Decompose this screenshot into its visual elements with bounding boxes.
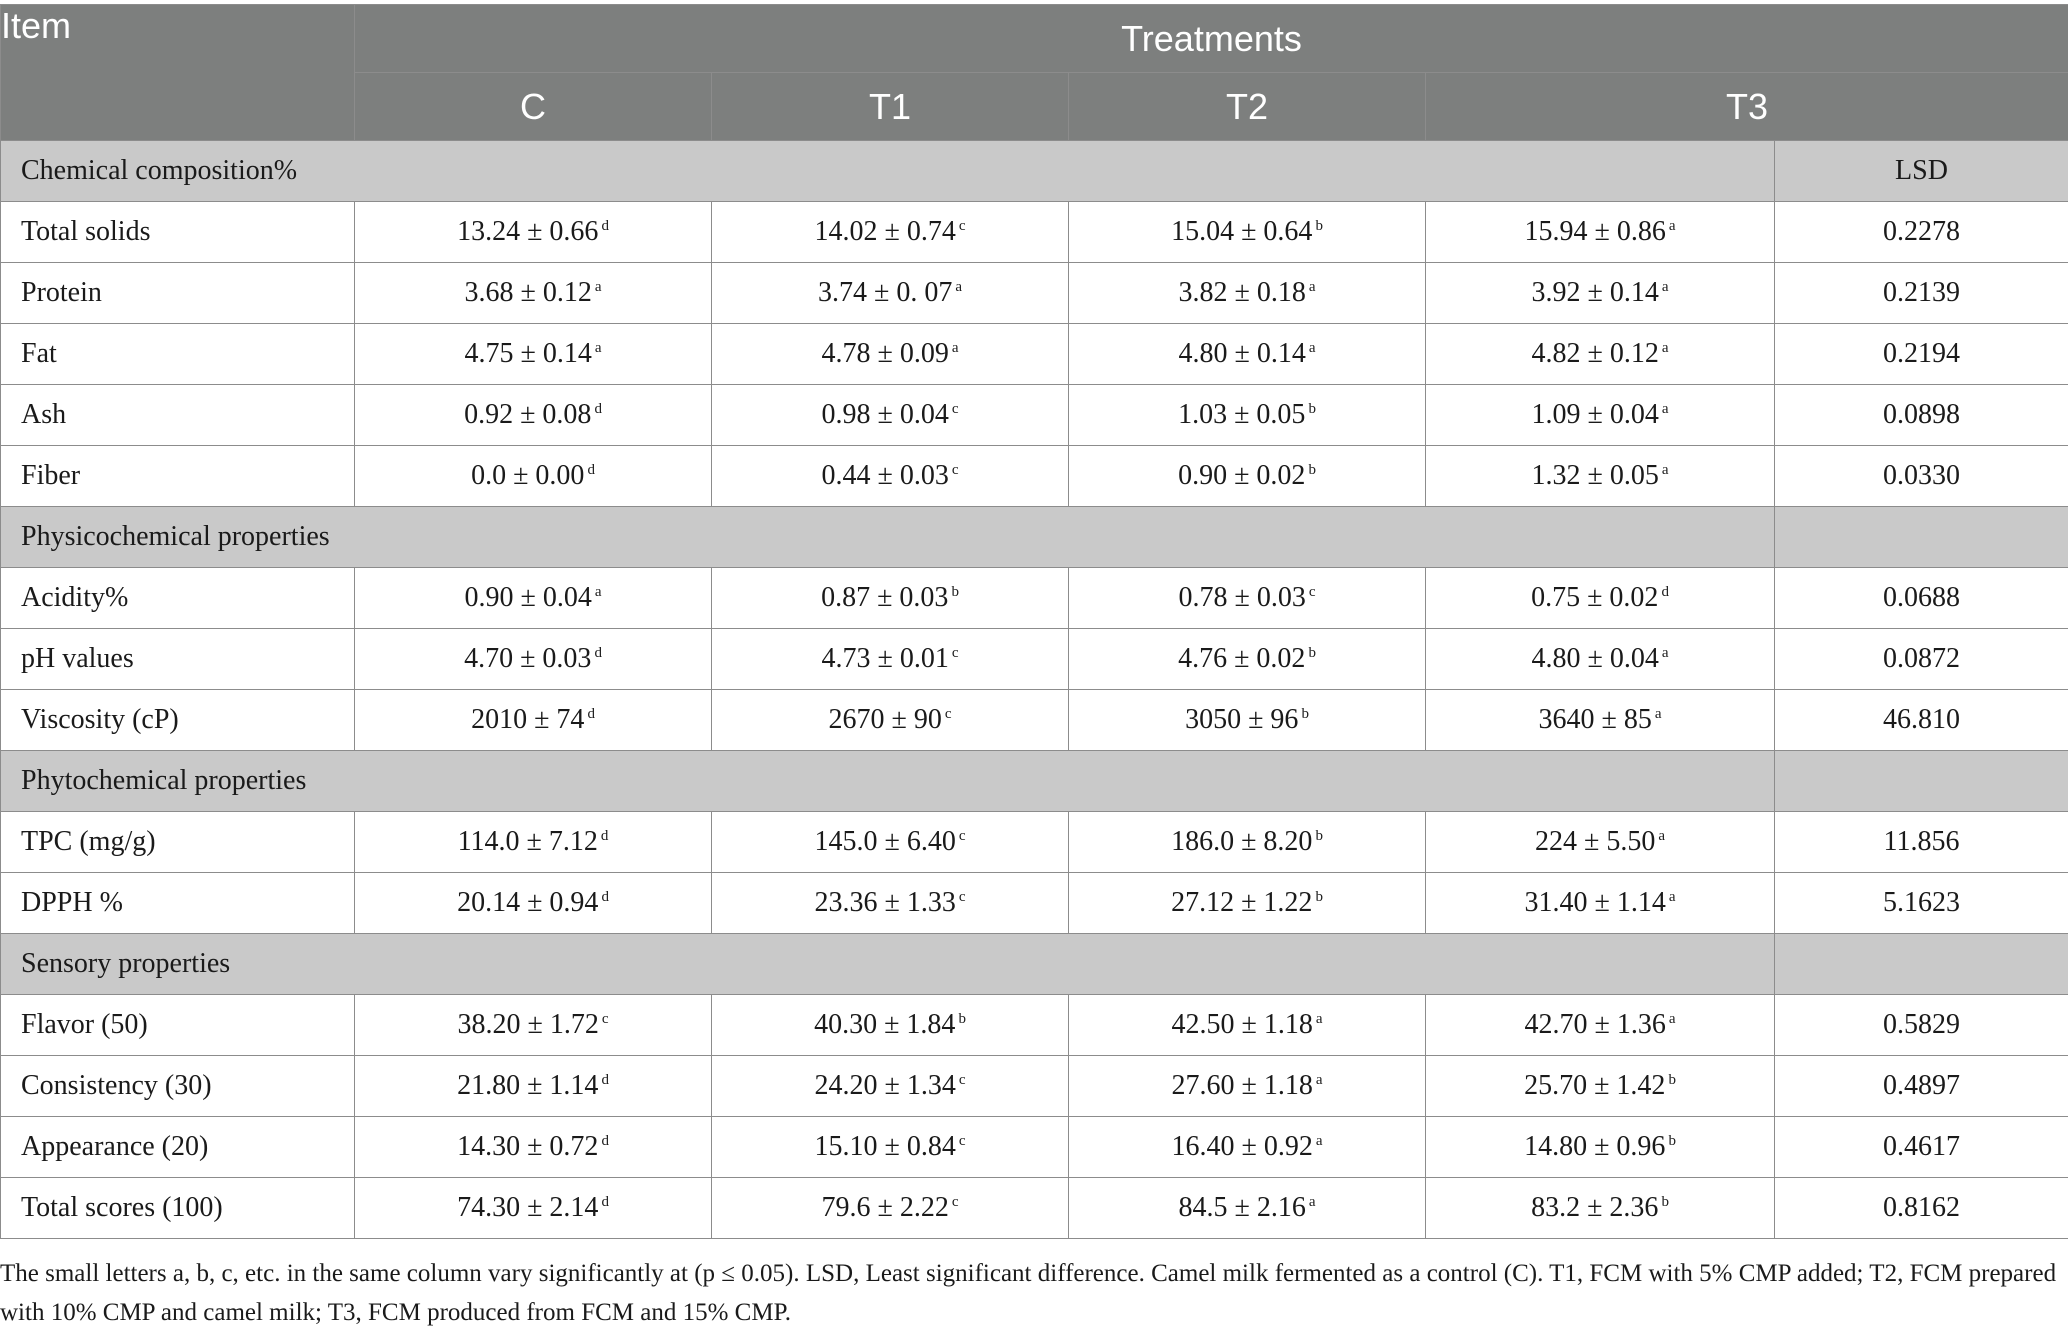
mean-sd-value: 114.0 ± 7.12 (457, 826, 598, 857)
mean-sd-value: 24.20 ± 1.34 (814, 1070, 956, 1101)
significance-letter: d (601, 1072, 609, 1088)
section-title: Sensory properties (1, 934, 1775, 995)
value-cell (1069, 568, 1426, 629)
value-cell (355, 446, 712, 507)
significance-letter: c (958, 1133, 966, 1149)
mean-sd-value: 15.04 ± 0.64 (1171, 216, 1313, 247)
column-header-t1: T1 (712, 73, 1069, 141)
value-cell (712, 202, 1069, 263)
value-cell (712, 629, 1069, 690)
lsd-value: 0.0872 (1775, 629, 2068, 690)
mean-sd-value: 0.90 ± 0.04 (464, 582, 592, 613)
mean-sd-value: 186.0 ± 8.20 (1171, 826, 1313, 857)
significance-letter: c (958, 828, 966, 844)
mean-sd-value: 0.90 ± 0.02 (1178, 460, 1306, 491)
value-cell (712, 1178, 1069, 1239)
lsd-value: 0.4617 (1775, 1117, 2068, 1178)
table-row (1, 1178, 2068, 1239)
mean-sd-value: 4.82 ± 0.12 (1531, 338, 1659, 369)
value-cell (1426, 385, 1775, 446)
value-cell (1426, 1056, 1775, 1117)
value-cell (1069, 263, 1426, 324)
mean-sd-value: 13.24 ± 0.66 (457, 216, 599, 247)
significance-letter: a (1661, 279, 1669, 295)
significance-letter: b (1308, 401, 1316, 417)
significance-letter: a (1315, 1011, 1323, 1027)
significance-letter: a (1668, 889, 1676, 905)
mean-sd-value: 14.80 ± 0.96 (1524, 1131, 1666, 1162)
significance-letter: d (601, 1133, 609, 1149)
significance-letter: d (601, 889, 609, 905)
mean-sd-value: 14.02 ± 0.74 (814, 216, 956, 247)
value-cell (1069, 873, 1426, 934)
lsd-value: 0.2278 (1775, 202, 2068, 263)
significance-letter: d (594, 645, 602, 661)
significance-letter: b (1668, 1133, 1676, 1149)
value-cell (1069, 202, 1426, 263)
lsd-value: 0.0898 (1775, 385, 2068, 446)
mean-sd-value: 23.36 ± 1.33 (814, 887, 956, 918)
value-cell (355, 812, 712, 873)
table-footnote: The small letters a, b, c, etc. in the same column vary significantly at (p ≤ 0.05). LSD, Least significant difference. Camel milk fermented as a control (C). T1, FCM with 5% CMP added; T2, FCM prepared with 10% CMP and camel milk; T3, FCM produced from FCM and 15% CMP. (0, 1260, 2057, 1326)
mean-sd-value: 3.92 ± 0.14 (1531, 277, 1659, 308)
mean-sd-value: 3.74 ± 0. 07 (817, 277, 953, 308)
value-cell (712, 690, 1069, 751)
mean-sd-value: 38.20 ± 1.72 (457, 1009, 599, 1040)
significance-letter: b (1308, 462, 1316, 478)
row-label: Total solids (1, 202, 355, 263)
treatments-header: Treatments (355, 5, 2068, 73)
significance-letter: a (594, 279, 602, 295)
value-cell (355, 324, 712, 385)
mean-sd-value: 27.60 ± 1.18 (1171, 1070, 1313, 1101)
value-cell (1426, 690, 1775, 751)
mean-sd-value: 83.2 ± 2.36 (1531, 1192, 1659, 1223)
mean-sd-value: 224 ± 5.50 (1534, 826, 1656, 857)
table-row (1, 385, 2068, 446)
row-label: Ash (1, 385, 355, 446)
table-row (1, 1056, 2068, 1117)
mean-sd-value: 4.73 ± 0.01 (821, 643, 949, 674)
value-cell (1426, 995, 1775, 1056)
lsd-header: LSD (1775, 141, 2068, 202)
significance-letter: a (951, 340, 959, 356)
row-label: Appearance (20) (1, 1117, 355, 1178)
significance-letter: c (958, 218, 966, 234)
significance-letter: a (955, 279, 963, 295)
value-cell (1069, 690, 1426, 751)
significance-letter: b (1308, 645, 1316, 661)
significance-letter: b (1315, 828, 1323, 844)
significance-letter: a (1668, 1011, 1676, 1027)
significance-letter: a (1668, 218, 1676, 234)
value-cell (355, 1117, 712, 1178)
value-cell (712, 446, 1069, 507)
column-header-t2: T2 (1069, 73, 1426, 141)
mean-sd-value: 0.0 ± 0.00 (471, 460, 585, 491)
row-label: Protein (1, 263, 355, 324)
mean-sd-value: 4.80 ± 0.14 (1178, 338, 1306, 369)
mean-sd-value: 4.75 ± 0.14 (464, 338, 592, 369)
significance-letter: c (944, 706, 952, 722)
value-cell (1426, 812, 1775, 873)
lsd-value: 46.810 (1775, 690, 2068, 751)
mean-sd-value: 4.70 ± 0.03 (464, 643, 592, 674)
value-cell (1069, 324, 1426, 385)
value-cell (355, 690, 712, 751)
mean-sd-value: 3050 ± 96 (1185, 704, 1299, 735)
mean-sd-value: 79.6 ± 2.22 (821, 1192, 949, 1223)
item-column-header: Item (1, 5, 355, 141)
row-label: Fat (1, 324, 355, 385)
significance-letter: b (1668, 1072, 1676, 1088)
value-cell (712, 1117, 1069, 1178)
lsd-value: 11.856 (1775, 812, 2068, 873)
mean-sd-value: 20.14 ± 0.94 (457, 887, 599, 918)
table-body (1, 141, 2068, 1239)
section-title: Physicochemical properties (1, 507, 1775, 568)
value-cell (355, 629, 712, 690)
mean-sd-value: 27.12 ± 1.22 (1171, 887, 1313, 918)
lsd-value: 5.1623 (1775, 873, 2068, 934)
mean-sd-value: 4.78 ± 0.09 (821, 338, 949, 369)
mean-sd-value: 0.44 ± 0.03 (821, 460, 949, 491)
significance-letter: a (1315, 1133, 1323, 1149)
significance-letter: b (1315, 889, 1323, 905)
lsd-value: 0.0330 (1775, 446, 2068, 507)
mean-sd-value: 2010 ± 74 (471, 704, 585, 735)
value-cell (1426, 629, 1775, 690)
value-cell (712, 1056, 1069, 1117)
mean-sd-value: 4.76 ± 0.02 (1178, 643, 1306, 674)
lsd-value: 0.5829 (1775, 995, 2068, 1056)
lsd-header (1775, 751, 2068, 812)
table-row (1, 1117, 2068, 1178)
mean-sd-value: 3640 ± 85 (1538, 704, 1652, 735)
lsd-value: 0.4897 (1775, 1056, 2068, 1117)
value-cell (712, 568, 1069, 629)
significance-letter: c (951, 645, 959, 661)
table-row (1, 812, 2068, 873)
significance-letter: a (1661, 462, 1669, 478)
table-row (1, 202, 2068, 263)
row-label: Fiber (1, 446, 355, 507)
mean-sd-value: 2670 ± 90 (828, 704, 942, 735)
table-row (1, 873, 2068, 934)
lsd-value: 0.2139 (1775, 263, 2068, 324)
table-row (1, 324, 2068, 385)
value-cell (1426, 202, 1775, 263)
value-cell (1426, 568, 1775, 629)
column-header-t3: T3 (1426, 73, 2068, 141)
significance-letter: c (1308, 584, 1316, 600)
significance-letter: b (1301, 706, 1309, 722)
value-cell (1069, 1056, 1426, 1117)
table-row (1, 446, 2068, 507)
value-cell (355, 568, 712, 629)
significance-letter: d (600, 828, 609, 844)
value-cell (1426, 873, 1775, 934)
mean-sd-value: 3.68 ± 0.12 (464, 277, 592, 308)
significance-letter: a (594, 584, 602, 600)
mean-sd-value: 1.09 ± 0.04 (1531, 399, 1659, 430)
significance-letter: a (1308, 1194, 1316, 1210)
table-row (1, 995, 2068, 1056)
value-cell (712, 873, 1069, 934)
mean-sd-value: 0.75 ± 0.02 (1531, 582, 1659, 613)
significance-letter: a (1308, 279, 1316, 295)
significance-letter: b (958, 1011, 966, 1027)
significance-letter: d (601, 218, 609, 234)
row-label: Viscosity (cP) (1, 690, 355, 751)
significance-letter: a (1315, 1072, 1323, 1088)
lsd-header (1775, 507, 2068, 568)
mean-sd-value: 40.30 ± 1.84 (814, 1009, 956, 1040)
row-label: Total scores (100) (1, 1178, 355, 1239)
significance-letter: b (1315, 218, 1323, 234)
significance-letter: c (951, 401, 959, 417)
lsd-header (1775, 934, 2068, 995)
value-cell (1426, 324, 1775, 385)
lsd-value: 0.2194 (1775, 324, 2068, 385)
mean-sd-value: 15.94 ± 0.86 (1524, 216, 1666, 247)
significance-letter: c (951, 1194, 959, 1210)
value-cell (355, 1056, 712, 1117)
value-cell (1426, 263, 1775, 324)
significance-letter: c (958, 889, 966, 905)
significance-letter: a (1661, 340, 1669, 356)
value-cell (355, 385, 712, 446)
mean-sd-value: 16.40 ± 0.92 (1171, 1131, 1313, 1162)
value-cell (712, 263, 1069, 324)
mean-sd-value: 74.30 ± 2.14 (457, 1192, 599, 1223)
row-label: Acidity% (1, 568, 355, 629)
value-cell (355, 995, 712, 1056)
value-cell (1069, 1117, 1426, 1178)
mean-sd-value: 1.32 ± 0.05 (1531, 460, 1659, 491)
mean-sd-value: 0.98 ± 0.04 (821, 399, 949, 430)
mean-sd-value: 42.70 ± 1.36 (1524, 1009, 1666, 1040)
mean-sd-value: 3.82 ± 0.18 (1178, 277, 1306, 308)
section-row (1, 934, 2068, 995)
mean-sd-value: 84.5 ± 2.16 (1178, 1192, 1306, 1223)
value-cell (1069, 1178, 1426, 1239)
mean-sd-value: 14.30 ± 0.72 (457, 1131, 599, 1162)
value-cell (1069, 446, 1426, 507)
column-header-c: C (355, 73, 712, 141)
value-cell (1426, 1117, 1775, 1178)
results-table (0, 4, 2068, 1239)
value-cell (1069, 629, 1426, 690)
row-label: pH values (1, 629, 355, 690)
significance-letter: a (1658, 828, 1666, 844)
value-cell (712, 812, 1069, 873)
significance-letter: d (1661, 584, 1669, 600)
table-row (1, 568, 2068, 629)
value-cell (355, 1178, 712, 1239)
significance-letter: d (601, 1194, 609, 1210)
mean-sd-value: 0.78 ± 0.03 (1178, 582, 1306, 613)
significance-letter: c (958, 1072, 966, 1088)
lsd-value: 0.8162 (1775, 1178, 2068, 1239)
row-label: DPPH % (1, 873, 355, 934)
value-cell (1069, 812, 1426, 873)
mean-sd-value: 145.0 ± 6.40 (814, 826, 956, 857)
mean-sd-value: 0.92 ± 0.08 (464, 399, 592, 430)
lsd-value: 0.0688 (1775, 568, 2068, 629)
mean-sd-value: 0.87 ± 0.03 (821, 582, 949, 613)
row-label: Flavor (50) (1, 995, 355, 1056)
significance-letter: d (587, 462, 595, 478)
section-row (1, 507, 2068, 568)
value-cell (712, 995, 1069, 1056)
mean-sd-value: 25.70 ± 1.42 (1524, 1070, 1666, 1101)
section-row (1, 751, 2068, 812)
significance-letter: a (1654, 706, 1662, 722)
mean-sd-value: 42.50 ± 1.18 (1171, 1009, 1313, 1040)
section-row (1, 141, 2068, 202)
value-cell (1426, 1178, 1775, 1239)
significance-letter: a (594, 340, 602, 356)
value-cell (712, 324, 1069, 385)
table-row (1, 263, 2068, 324)
significance-letter: c (951, 462, 959, 478)
mean-sd-value: 1.03 ± 0.05 (1178, 399, 1306, 430)
row-label: TPC (mg/g) (1, 812, 355, 873)
value-cell (355, 873, 712, 934)
value-cell (355, 263, 712, 324)
significance-letter: a (1661, 401, 1669, 417)
table-header (1, 5, 2068, 141)
value-cell (1426, 446, 1775, 507)
table-row (1, 690, 2068, 751)
value-cell (1069, 385, 1426, 446)
significance-letter: a (1308, 340, 1316, 356)
significance-letter: c (601, 1011, 609, 1027)
section-title: Chemical composition% (1, 141, 1775, 202)
mean-sd-value: 4.80 ± 0.04 (1531, 643, 1659, 674)
significance-letter: a (1661, 645, 1669, 661)
mean-sd-value: 31.40 ± 1.14 (1524, 887, 1666, 918)
significance-letter: b (951, 584, 959, 600)
value-cell (712, 385, 1069, 446)
value-cell (1069, 995, 1426, 1056)
value-cell (355, 202, 712, 263)
significance-letter: d (594, 401, 602, 417)
mean-sd-value: 21.80 ± 1.14 (457, 1070, 599, 1101)
significance-letter: d (587, 706, 595, 722)
mean-sd-value: 15.10 ± 0.84 (814, 1131, 956, 1162)
section-title: Phytochemical properties (1, 751, 1775, 812)
row-label: Consistency (30) (1, 1056, 355, 1117)
significance-letter: b (1661, 1194, 1669, 1210)
table-row (1, 629, 2068, 690)
